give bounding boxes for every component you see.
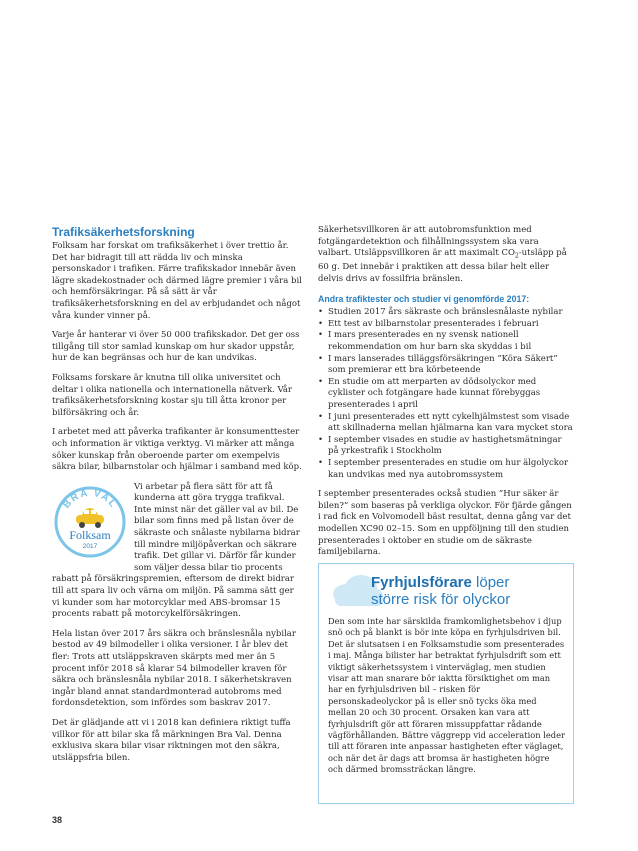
list-item: • I september visades en studie av hastighetsmätningar på yrkestrafik i Stockholm	[318, 435, 574, 458]
paragraph-2: Varje år hanterar vi över 50 000 trafikskador. Det ger oss tillgång till stor samlad kunskap om hur skador uppstår, hur de kan begränsas och hur de kan undvikas.	[52, 330, 300, 364]
paragraph-4: I arbetet med att påverka trafikanter är konsumenttester och information är viktiga verktyg. Vi märker att många söker kunskap från oberoende parter om exempelvis säkra bilar, bilbarnstolar och hjälmar i samband med köp.	[52, 427, 302, 473]
info-box-header	[319, 564, 573, 612]
info-box-text: Den som inte har särskilda framkomlighetsbehov i djup snö och på blankt is bör inte köpa en fyrhjulsdriven bil. Det är slutsatsen i en Folksamstudie som presenterades i maj. Många bilister har betraktat fyrhjulsdrift som ett viktigt säkerhetssystem i vinterväglag, men studien visar att man snarare bör iaktta försiktighet om man har en fyrhjulsdriven bil – risken för personskadeolyckor på is eller snö tycks öka med mellan 20 och 30 procent. Orsaken kan vara att fyrhjulsdrift gör att föraren missuppfattar rådande vägförhållanden. Bättre väggrepp vid acceleration leder till att föraren inte anpassar hastigheten efter väglaget, och när det är dags att bromsa är hastigheten högre och därmed bromssträckan längre.	[328, 616, 565, 775]
paragraph-7: Det är glädjande att vi i 2018 kan definiera riktigt tuffa villkor för att bilar ska få märkningen Bra Val. Denna exklusiva skara bilar visar riktningen mot den säkra, utsläppsfria bilen.	[52, 717, 291, 763]
paragraph-1: Folksam har forskat om trafiksäkerhet i över trettio år. Det har bidragit till att rädda liv och minska personskador i trafiken. Färre trafikskador innebär även lägre skadekostnader och därmed lägre premier i våra bil och hemförsäkringar. På så sätt är vår trafiksäkerhetsforskning en del av erbjudandet och något våra kunder vinner på.	[52, 241, 302, 321]
bra-val-badge-icon	[52, 482, 128, 558]
badge-year: 2017	[82, 542, 98, 550]
list-heading: Andra trafiktester och studier vi genomförde 2017:	[318, 293, 530, 304]
info-title-rest: löper	[471, 574, 510, 591]
left-column	[52, 225, 302, 772]
info-title-bold: Fyrhjulsförare	[371, 574, 472, 591]
paragraph-volvo: I september presenterades också studien ”Hur säker är bilen?” som baseras på verkliga olyckor. För fjärde gången i rad fick en Volvomodell bäst resultat, denna gång var det modellen XC90 02–15. Som en uppföljning till den studien presenterades i oktober en studie om de säkraste familjebilarna.	[318, 489, 572, 558]
info-box	[318, 563, 574, 804]
list-item: • I mars presenterades en ny svensk nationell rekommendation om hur barn ska skyddas i bil	[318, 330, 574, 353]
co2-subscript: 2	[514, 252, 519, 260]
right-column	[318, 225, 574, 567]
info-box-title	[371, 574, 510, 608]
list-item: • I juni presenterades ett nytt cykelhjälmstest som visade att skillnaderna mellan hjälmarna kan vara mycket stora	[318, 412, 574, 435]
paragraph-3: Folksams forskare är knutna till olika universitet och deltar i olika nationella och internationella nätverk. Vår trafiksäkerhetsforskning kostar sju till åtta kronor per bilförsäkring och år.	[52, 372, 292, 418]
info-title-line2: större risk för olyckor	[371, 591, 511, 608]
list-item: • Studien 2017 års säkraste och bränslesnålaste nybilar	[318, 307, 574, 319]
paragraph-5: Vi arbetar på flera sätt för att få kunderna att göra trygga trafikval. Inte minst när det gäller val av bil. De bilar som finns med på listan över de säkraste och snålaste nybilarna bidrar till mindre miljöpåverkan och säkrare trafik. Det gillar vi. Därför får kunder som väljer dessa bilar tio procents rabatt på försäkringspremien, eftersom de direkt bidrar till att spara liv och värna om miljön. På samma sätt ger vi kunder som har motorcyklar med ABS-bromsar 15 procents rabatt på motorcykelförsäkringen.	[52, 481, 300, 620]
list-item: • I september presenterades en studie om hur älgolyckor kan undvikas med nya autobromssystem	[318, 458, 574, 481]
requirements-text-a: Säkerhetsvillkoren är att autobromsfunktion med fotgängardetektion och filhållningssystem ska vara valbart. Utsläppsvillkoren är att maximalt CO	[318, 225, 539, 259]
info-box-body	[328, 616, 566, 776]
section-heading: Trafiksäkerhetsforskning	[52, 225, 195, 239]
list-item: • I mars lanserades tilläggsförsäkringen ”Köra Säkert” som premierar ett bra körbeteende	[318, 354, 574, 377]
list-item: • Ett test av bilbarnstolar presenterades i februari	[318, 319, 574, 331]
requirements-text-b: -utsläpp på 60 g. Det innebär i praktiken att dessa bilar helt eller delvis drivs av fossilfria bränslen.	[318, 248, 567, 285]
list-item: • En studie om att merparten av dödsolyckor med cyklister och fotgängare hade kunnat förebyggas presenterades i april	[318, 377, 574, 412]
paragraph-6: Hela listan över 2017 års säkra och bränslesnåla nybilar bestod av 49 bilmodeller i olika versioner. I år blev det fler: Trots att utsläppskraven skärpts med mer än 5 procent inför 2018 så klarar 54 bilmodeller kraven för säkra och bränslesnåla nybilar 2018. I säkerhetskraven ingår bland annat standardmonterad autobroms med fordonsdetektion, som infördes som baskrav 2017.	[52, 628, 296, 709]
paragraph-requirements	[318, 225, 574, 286]
page-number: 38	[52, 815, 63, 825]
study-list	[318, 307, 574, 481]
badge-arc-text: BRA VAL	[61, 487, 119, 511]
badge-brand: Folksam	[69, 527, 111, 542]
bra-val-badge	[52, 482, 130, 564]
